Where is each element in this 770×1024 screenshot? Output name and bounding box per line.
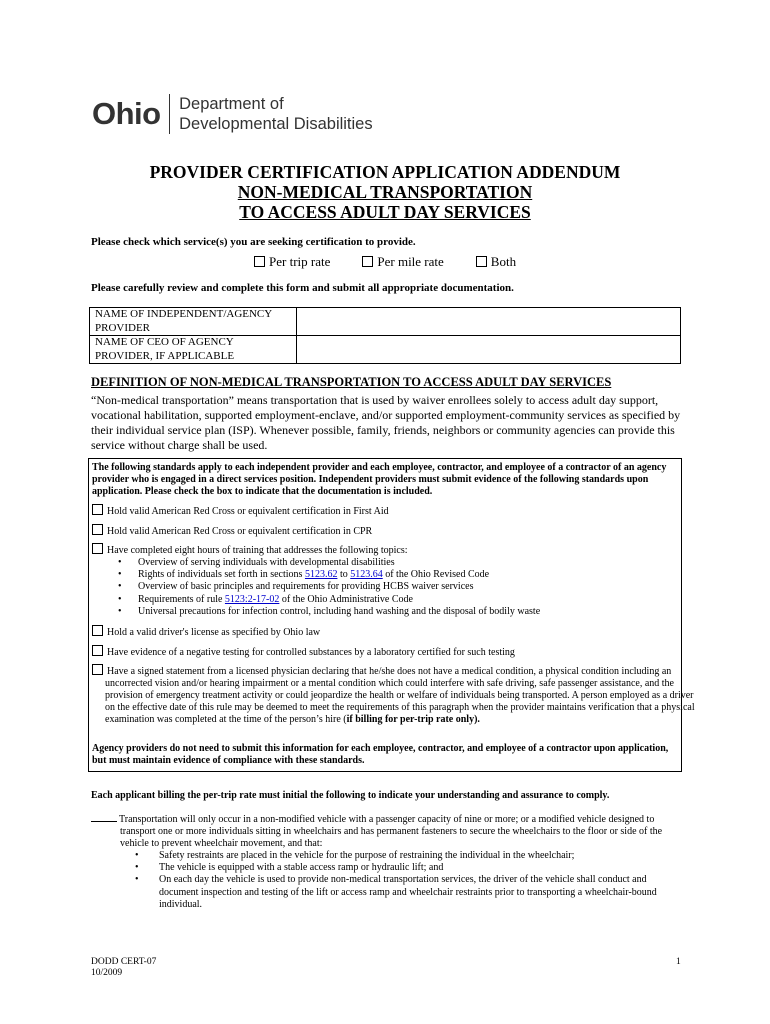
list-item: • Overview of serving individuals with developmental disabilities	[92, 557, 682, 569]
list-item: • The vehicle is equipped with a stable access ramp or hydraulic lift; and	[91, 862, 681, 874]
provider-name-field[interactable]	[297, 308, 681, 336]
ohio-dodd-logo	[92, 92, 373, 136]
service-options	[254, 254, 548, 270]
title-line-1: PROVIDER CERTIFICATION APPLICATION ADDENDUM	[149, 162, 621, 182]
per-trip-assurance	[91, 812, 681, 911]
logo-department-name: Department of Developmental Disabilities	[179, 95, 373, 133]
oac-5123-2-17-02-link[interactable]: 5123:2-17-02	[224, 593, 280, 605]
per-mile-checkbox[interactable]	[362, 256, 373, 267]
provider-name-label: NAME OF INDEPENDENT/AGENCY PROVIDER	[90, 308, 297, 336]
standard-physician-statement: Have a signed statement from a licensed physician declaring that he/she does not have a medical condition, a physical condition including an uncorrected vision and/or hearing impairment or a mental condition which could interfere with safe driving, safe passenger assistance, and the provision of emergency treatment activity or could jeopardize the health or welfare of individuals being transported. A person employed as a driver on the effective date of this rule may be deemed to meet the requirements of this paragraph when the provider maintains verification that a physical examination was completed at the time of the person’s hire (if billing for per-trip rate only).	[92, 664, 695, 726]
vehicle-requirements-list	[91, 850, 681, 911]
per-trip-heading: Each applicant billing the per-trip rate must initial the following to indicate your understanding and assurance to comply.	[91, 790, 610, 801]
training-checkbox[interactable]	[92, 543, 103, 554]
first-aid-checkbox[interactable]	[92, 504, 103, 515]
training-topics-list	[92, 557, 682, 618]
footer-form-id: DODD CERT-07 10/2009	[91, 957, 157, 978]
per-trip-checkbox[interactable]	[254, 256, 265, 267]
title-line-3: TO ACCESS ADULT DAY SERVICES	[239, 202, 531, 222]
ceo-name-field[interactable]	[297, 336, 681, 364]
list-item: • On each day the vehicle is used to provide non-medical transportation services, the driver of the vehicle shall conduct and document inspection and testing of the lift or access ramp and wheelchair restraints prior to transporting a wheelchair-bound individual.	[91, 874, 681, 911]
definition-body: “Non-medical transportation” means transportation that is used by waiver enrollees solely to access adult day support, vocational habilitation, supported employment-enclave, and/or supported employment-community services as specified by their individual service plan (ISP). Whenever possible, family, friends, neighbors or community agencies can provide this service without charge shall be used.	[91, 393, 681, 452]
logo-divider	[169, 94, 171, 134]
orc-5123-64-link[interactable]: 5123.64	[350, 569, 383, 581]
standard-cpr: Hold valid American Red Cross or equivalent certification in CPR	[92, 524, 682, 538]
drug-test-checkbox[interactable]	[92, 645, 103, 656]
initial-field[interactable]	[91, 812, 117, 822]
list-item: • Requirements of rule 5123:2-17-02 of the Ohio Administrative Code	[92, 594, 682, 606]
review-prompt: Please carefully review and complete this form and submit all appropriate documentation.	[91, 282, 514, 294]
list-item: • Universal precautions for infection control, including hand washing and the disposal of bodily waste	[92, 606, 682, 618]
option-per-mile[interactable]: Per mile rate	[362, 254, 443, 270]
standard-training: Have completed eight hours of training that addresses the following topics: • Overview of serving individuals with developmental disabilities • Rights of individuals set forth in sections 5123.62 to 5123.64 of the Ohio Revised Code • Overview of basic principles and requirements for providing HCBS waiver services • Requirements of rule 5123:2-17-02 of the Ohio Administrative Code • Universal precautions for infection control, including hand washing and the disposal of bodily waste	[92, 543, 682, 618]
standards-box	[88, 458, 695, 772]
license-checkbox[interactable]	[92, 625, 103, 636]
orc-5123-62-link[interactable]: 5123.62	[304, 569, 338, 581]
list-item: • Safety restraints are placed in the vehicle for the purpose of restraining the individual in the wheelchair;	[91, 850, 681, 862]
document-title	[0, 162, 770, 222]
both-checkbox[interactable]	[476, 256, 487, 267]
ceo-name-label: NAME OF CEO OF AGENCY PROVIDER, IF APPLICABLE	[90, 336, 297, 364]
cpr-checkbox[interactable]	[92, 524, 103, 535]
service-prompt: Please check which service(s) you are seeking certification to provide.	[91, 236, 416, 248]
agency-note: Agency providers do not need to submit this information for each employee, contractor, and employee of a contractor upon application, but must maintain evidence of compliance with these standards.	[92, 743, 669, 767]
title-line-2: NON-MEDICAL TRANSPORTATION	[237, 182, 533, 202]
logo-brand: Ohio	[92, 96, 161, 131]
per-trip-item: Transportation will only occur in a non-modified vehicle with a passenger capacity of nine or more; or a modified vehicle designed to transport one or more individuals sitting in wheelchairs and has permanent fasteners to secure the wheelchairs to the floor or side of the vehicle to prevent wheelchair movement, and that:	[91, 812, 681, 850]
provider-info-table	[89, 307, 681, 364]
list-item: • Overview of basic principles and requirements for providing HCBS waiver services	[92, 581, 682, 593]
list-item: • Rights of individuals set forth in sections 5123.62 to 5123.64 of the Ohio Revised Code	[92, 569, 682, 581]
option-both[interactable]: Both	[476, 254, 516, 270]
standard-first-aid: Hold valid American Red Cross or equivalent certification in First Aid	[92, 504, 682, 518]
page-number: 1	[676, 957, 681, 967]
standard-drivers-license: Hold a valid driver's license as specified by Ohio law	[92, 625, 682, 639]
standard-drug-test: Have evidence of a negative testing for controlled substances by a laboratory certified for such testing	[92, 645, 682, 659]
definition-heading: DEFINITION OF NON-MEDICAL TRANSPORTATION TO ACCESS ADULT DAY SERVICES	[91, 375, 612, 389]
physician-checkbox[interactable]	[92, 664, 103, 675]
option-per-trip[interactable]: Per trip rate	[254, 254, 330, 270]
standards-intro: The following standards apply to each independent provider and each employee, contractor, and employee of a contractor of an agency provider who is engaged in a direct services position. Independent providers must submit evidence of the following standards upon application. Please check the box to indicate that the documentation is included.	[92, 462, 667, 498]
